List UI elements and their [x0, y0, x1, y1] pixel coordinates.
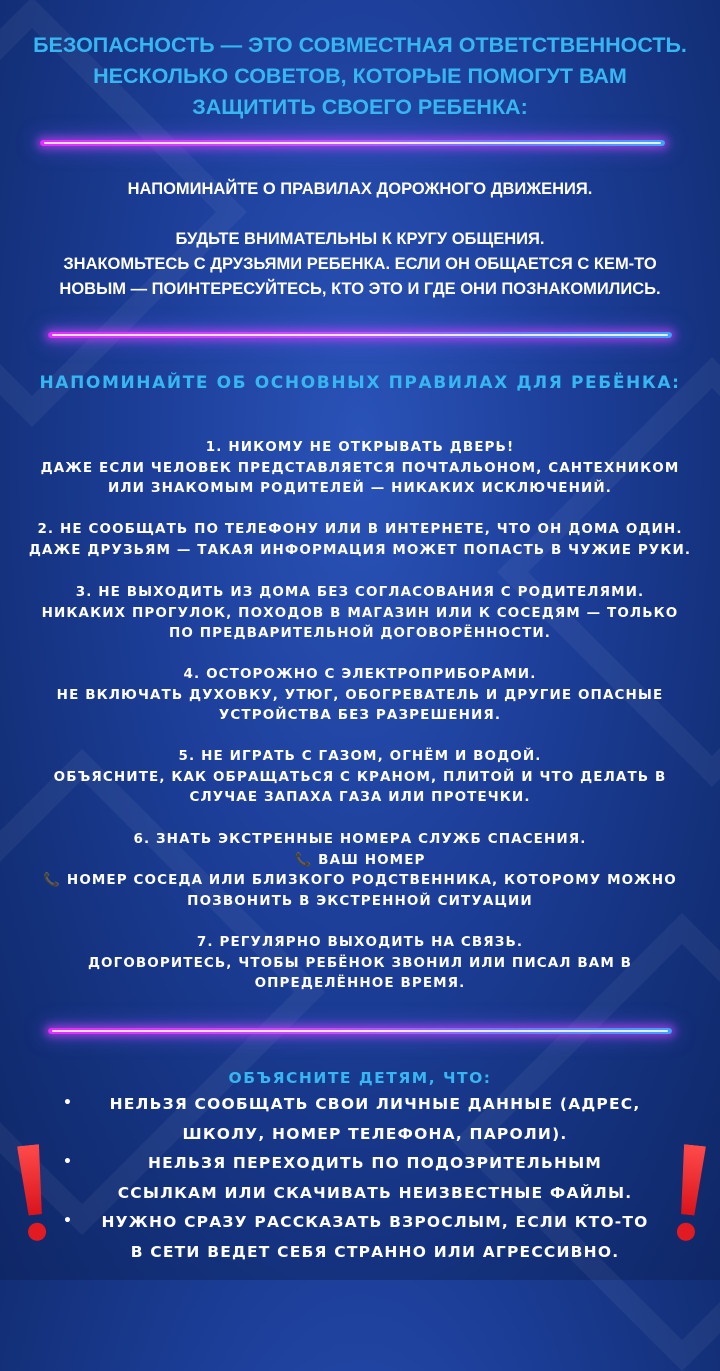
neon-divider — [40, 140, 665, 146]
header-line: ЗАЩИТИТЬ СВОЕГО РЕБЕНКА: — [192, 95, 528, 119]
bullet-icon: • — [63, 1213, 74, 1229]
rule-heading: 7. РЕГУЛЯРНО ВЫХОДИТЬ НА СВЯЗЬ. — [196, 934, 524, 950]
rule-text: ОПРЕДЕЛЁННОЕ ВРЕМЯ. — [254, 975, 466, 991]
rule-heading: 2. НЕ СООБЩАТЬ ПО ТЕЛЕФОНУ ИЛИ В ИНТЕРНЕТЕ, ЧТО ОН ДОМА ОДИН. — [37, 521, 683, 537]
intro-line: ЗНАКОМЬТЕСЬ С ДРУЗЬЯМИ РЕБЕНКА. ЕСЛИ ОН ОБЩАЕТСЯ С КЕМ-ТО — [63, 255, 657, 273]
list-item-text: НУЖНО СРАЗУ РАССКАЗАТЬ ВЗРОСЛЫМ, ЕСЛИ КТО-ТО — [101, 1213, 649, 1231]
rule-heading: 6. ЗНАТЬ ЭКСТРЕННЫЕ НОМЕРА СЛУЖБ СПАСЕНИЯ. — [133, 831, 587, 847]
list-item-text: В СЕТИ ВЕДЕТ СЕБЯ СТРАННО ИЛИ АГРЕССИВНО. — [130, 1242, 620, 1261]
rule-text: ПО ПРЕДВАРИТЕЛЬНОЙ ДОГОВОРЁННОСТИ. — [168, 625, 552, 641]
list-item-text: ССЫЛКАМ ИЛИ СКАЧИВАТЬ НЕИЗВЕСТНЫЕ ФАЙЛЫ. — [117, 1183, 633, 1202]
rule-item — [0, 519, 720, 560]
rule-text: ОБЪЯСНИТЕ, КАК ОБРАЩАТЬСЯ С КРАНОМ, ПЛИТОЙ И ЧТО ДЕЛАТЬ В — [53, 768, 667, 785]
list-item — [0, 1154, 720, 1184]
rule-item — [0, 746, 720, 808]
list-item-continued — [0, 1184, 720, 1214]
bullet-icon: • — [63, 1095, 74, 1111]
rule-heading: 1. НИКОМУ НЕ ОТКРЫВАТЬ ДВЕРЬ! — [205, 439, 515, 455]
rule-heading: 5. НЕ ИГРАТЬ С ГАЗОМ, ОГНЁМ И ВОДОЙ. — [178, 748, 542, 764]
list-item — [0, 1213, 720, 1243]
rule-text: 📞 НОМЕР СОСЕДА ИЛИ БЛИЗКОГО РОДСТВЕННИКА, КОТОРОМУ МОЖНО — [43, 872, 677, 888]
rule-item — [0, 664, 720, 726]
rule-text: ДАЖЕ ДРУЗЬЯМ — ТАКАЯ ИНФОРМАЦИЯ МОЖЕТ ПОПАСТЬ В ЧУЖИЕ РУКИ. — [28, 541, 692, 558]
intro-line: БУДЬТЕ ВНИМАТЕЛЬНЫ К КРУГУ ОБЩЕНИЯ. — [175, 230, 545, 248]
list-item — [0, 1095, 720, 1125]
rule-heading: 4. ОСТОРОЖНО С ЭЛЕКТРОПРИБОРАМИ. — [183, 666, 537, 682]
rule-text: НЕ ВКЛЮЧАТЬ ДУХОВКУ, УТЮГ, ОБОГРЕВАТЕЛЬ И ДРУГИЕ ОПАСНЫЕ — [56, 686, 664, 703]
rule-item — [0, 932, 720, 994]
intro-line: НАПОМИНАЙТЕ О ПРАВИЛАХ ДОРОЖНОГО ДВИЖЕНИЯ. — [127, 180, 593, 198]
rule-text: 📞 ВАШ НОМЕР — [294, 851, 426, 868]
rule-item — [0, 582, 720, 644]
rule-item — [0, 829, 720, 911]
neon-divider — [48, 1028, 672, 1034]
explain-list — [0, 1095, 720, 1272]
rule-text: НИКАКИХ ПРОГУЛОК, ПОХОДОВ В МАГАЗИН ИЛИ К СОСЕДЯМ — ТОЛЬКО — [41, 604, 679, 621]
rule-text: СЛУЧАЕ ЗАПАХА ГАЗА ИЛИ ПРОТЕЧКИ. — [189, 789, 531, 805]
rule-text: ДОГОВОРИТЕСЬ, ЧТОБЫ РЕБЁНОК ЗВОНИЛ ИЛИ ПИСАЛ ВАМ В — [87, 954, 633, 971]
rules-title: НАПОМИНАЙТЕ ОБ ОСНОВНЫХ ПРАВИЛАХ ДЛЯ РЕБЁНКА: — [39, 373, 681, 393]
rule-heading: 3. НЕ ВЫХОДИТЬ ИЗ ДОМА БЕЗ СОГЛАСОВАНИЯ С РОДИТЕЛЯМИ. — [75, 584, 645, 600]
list-item-continued — [0, 1243, 720, 1273]
explain-title: ОБЪЯСНИТЕ ДЕТЯМ, ЧТО: — [228, 1069, 492, 1087]
list-item-text: НЕЛЬЗЯ ПЕРЕХОДИТЬ ПО ПОДОЗРИТЕЛЬНЫМ — [147, 1154, 603, 1172]
list-item-text: НЕЛЬЗЯ СООБЩАТЬ СВОИ ЛИЧНЫЕ ДАННЫЕ (АДРЕС, — [109, 1095, 641, 1113]
rule-text: ИЛИ ЗНАКОМЫМ РОДИТЕЛЕЙ — НИКАКИХ ИСКЛЮЧЕНИЙ. — [107, 480, 613, 496]
neon-divider — [48, 332, 672, 338]
rule-item — [0, 437, 720, 499]
list-item-text: ШКОЛУ, НОМЕР ТЕЛЕФОНА, ПАРОЛИ). — [182, 1124, 568, 1143]
rule-text: ДАЖЕ ЕСЛИ ЧЕЛОВЕК ПРЕДСТАВЛЯЕТСЯ ПОЧТАЛЬОНОМ, САНТЕХНИКОМ — [40, 459, 680, 476]
rule-text: УСТРОЙСТВА БЕЗ РАЗРЕШЕНИЯ. — [218, 707, 502, 723]
bullet-icon: • — [63, 1154, 74, 1170]
list-item-continued — [0, 1125, 720, 1155]
rule-text: ПОЗВОНИТЬ В ЭКСТРЕННОЙ СИТУАЦИИ — [187, 892, 533, 909]
intro-line: НОВЫМ — ПОИНТЕРЕСУЙТЕСЬ, КТО ЭТО И ГДЕ ОНИ ПОЗНАКОМИЛИСЬ. — [59, 280, 661, 298]
header-line: НЕСКОЛЬКО СОВЕТОВ, КОТОРЫЕ ПОМОГУТ ВАМ — [93, 64, 627, 88]
header-line: БЕЗОПАСНОСТЬ — ЭТО СОВМЕСТНАЯ ОТВЕТСТВЕННОСТЬ. — [33, 33, 687, 57]
